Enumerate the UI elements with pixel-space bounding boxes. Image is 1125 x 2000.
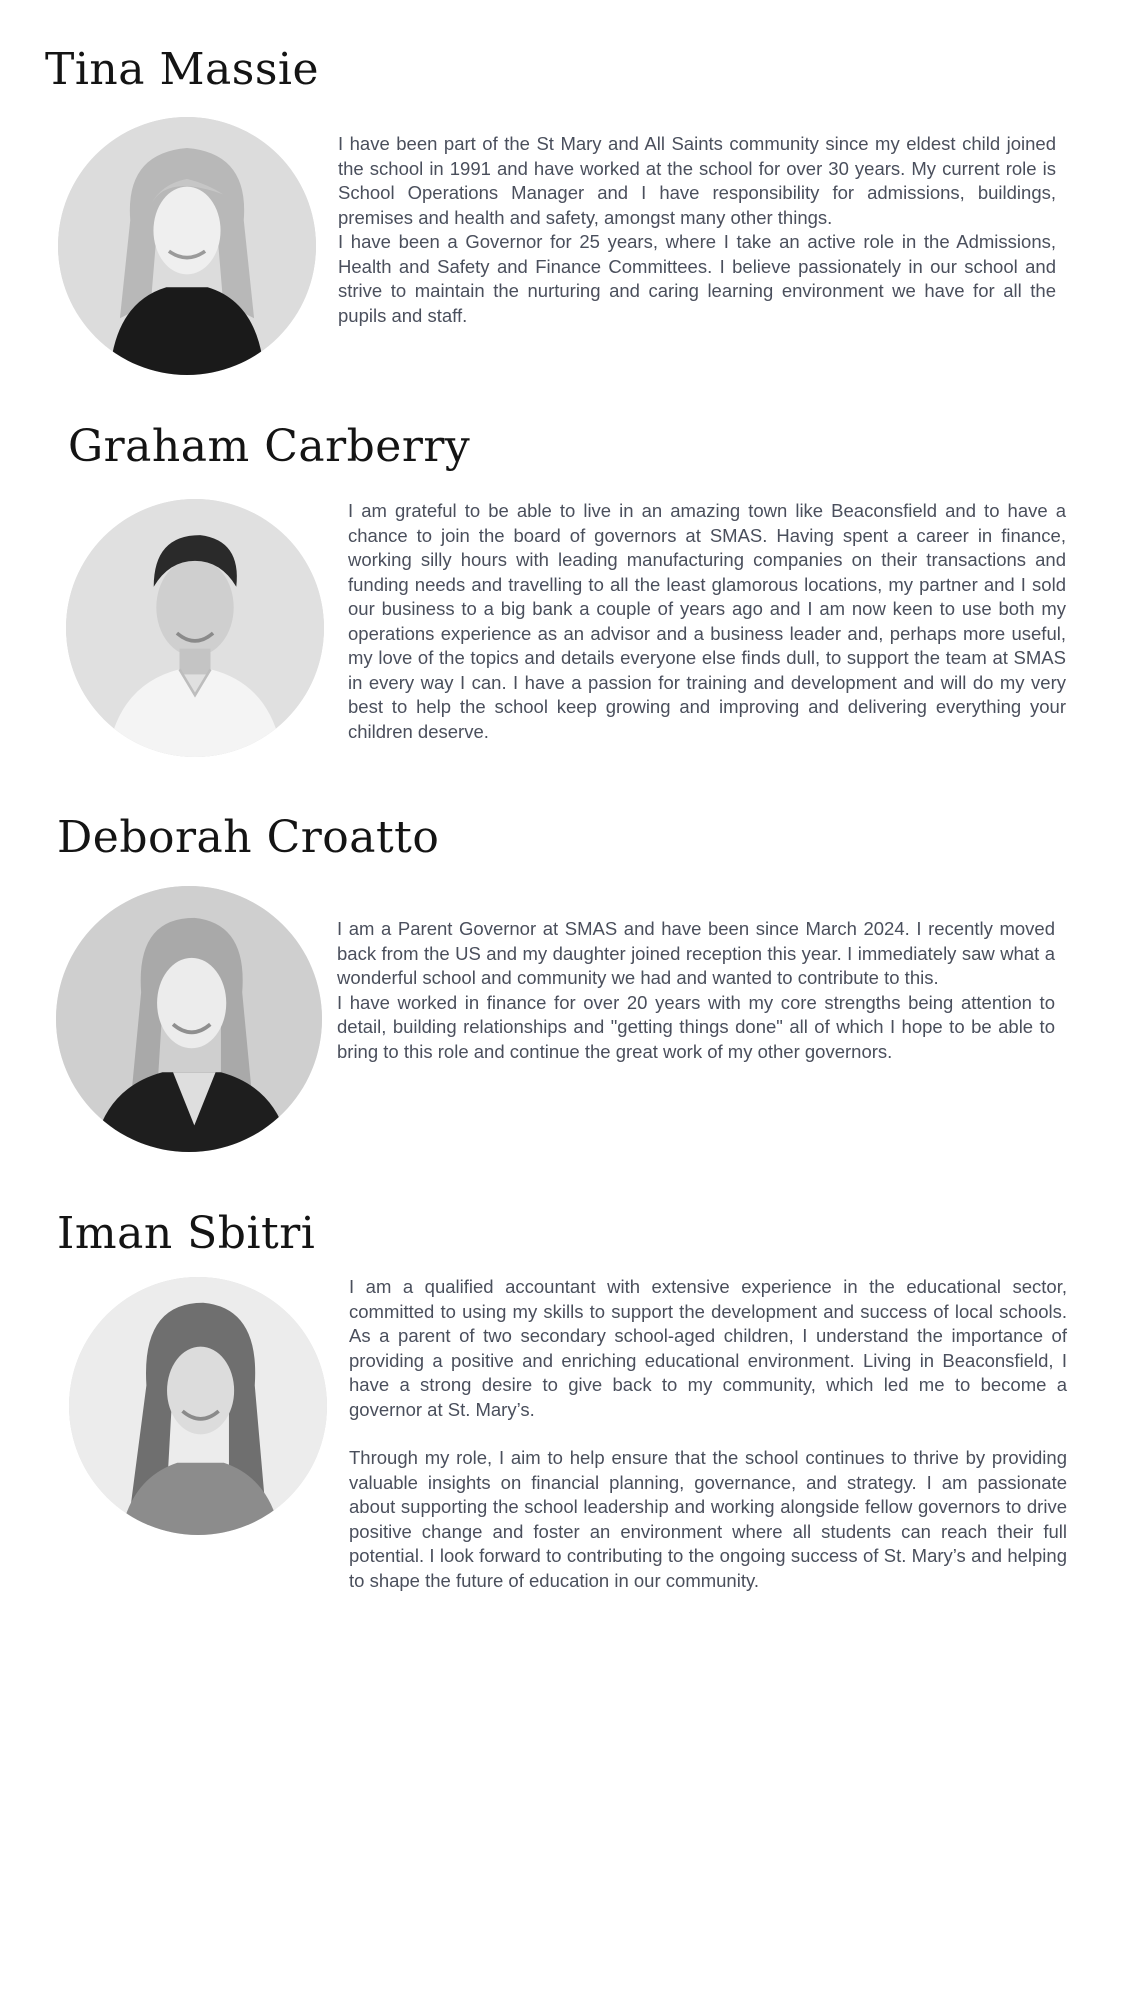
portrait-photo-icon <box>58 117 316 375</box>
bio-paragraph: I am a qualified accountant with extensive experience in the educational sector, committed to using my skills to support the development and success of local schools. As a parent of two secondary school-aged children, I understand the importance of providing a positive and enriching educational environment. Living in Beaconsfield, I have a strong desire to give back to my community, which led me to become a governor at St. Mary’s. <box>349 1276 1067 1420</box>
governor-name-deborah-croatto: Deborah Croatto <box>57 812 440 863</box>
bio-paragraph: I am grateful to be able to live in an amazing town like Beaconsfield and to have a chance to join the board of governors at SMAS. Having spent a career in finance, working silly hours with leading manufacturing companies on their transactions and funding needs and travelling to all the least glamorous locations, my partner and I sold our business to a big bank a couple of years ago and I am now keen to use both my operations experience as an advisor and a business leader and, perhaps more useful, my love of the topics and details everyone else finds dull, to support the team at SMAS in every way I can. I have a passion for training and development and will do my very best to help the school keep growing and improving and delivering everything your children deserve. <box>348 500 1066 742</box>
portrait-iman-sbitri <box>69 1277 327 1535</box>
governor-bio-iman-sbitri <box>349 1275 1067 1593</box>
portrait-photo-icon <box>66 499 324 757</box>
bio-paragraph: I have been a Governor for 25 years, where I take an active role in the Admissions, Health and Safety and Finance Committees. I believe passionately in our school and strive to maintain the nurturing and caring learning environment we have for all the pupils and staff. <box>338 231 1056 326</box>
portrait-tina-massie <box>58 117 316 375</box>
portrait-deborah-croatto <box>56 886 322 1152</box>
governor-name-iman-sbitri: Iman Sbitri <box>57 1208 316 1259</box>
governor-name-tina-massie: Tina Massie <box>45 44 320 95</box>
bio-paragraph: I am a Parent Governor at SMAS and have been since March 2024. I recently moved back from the US and my daughter joined reception this year. I immediately saw what a wonderful school and community we had and wanted to contribute to this. <box>337 918 1055 988</box>
governor-name-graham-carberry: Graham Carberry <box>68 421 471 472</box>
governor-bio-tina-massie <box>338 132 1056 328</box>
bio-paragraph: I have worked in finance for over 20 years with my core strengths being attention to detail, building relationships and "getting things done" all of which I hope to be able to bring to this role and continue the great work of my other governors. <box>337 991 1055 1062</box>
governor-bio-graham-carberry <box>348 499 1066 744</box>
portrait-photo-icon <box>56 886 322 1152</box>
governor-bio-deborah-croatto <box>337 917 1055 1064</box>
bio-paragraph: I have been part of the St Mary and All Saints community since my eldest child joined the school in 1991 and have worked at the school for over 30 years. My current role is School Operations Manager and I have responsibility for admissions, buildings, premises and health and safety, amongst many other things. <box>338 133 1056 228</box>
bio-paragraph: Through my role, I aim to help ensure that the school continues to thrive by providing valuable insights on financial planning, governance, and strategy. I am passionate about supporting the school leadership and working alongside fellow governors to drive positive change and foster an environment where all students can reach their full potential. I look forward to contributing to the ongoing success of St. Mary’s and helping to shape the future of education in our community. <box>349 1447 1067 1591</box>
portrait-photo-icon <box>69 1277 327 1535</box>
portrait-graham-carberry <box>66 499 324 757</box>
